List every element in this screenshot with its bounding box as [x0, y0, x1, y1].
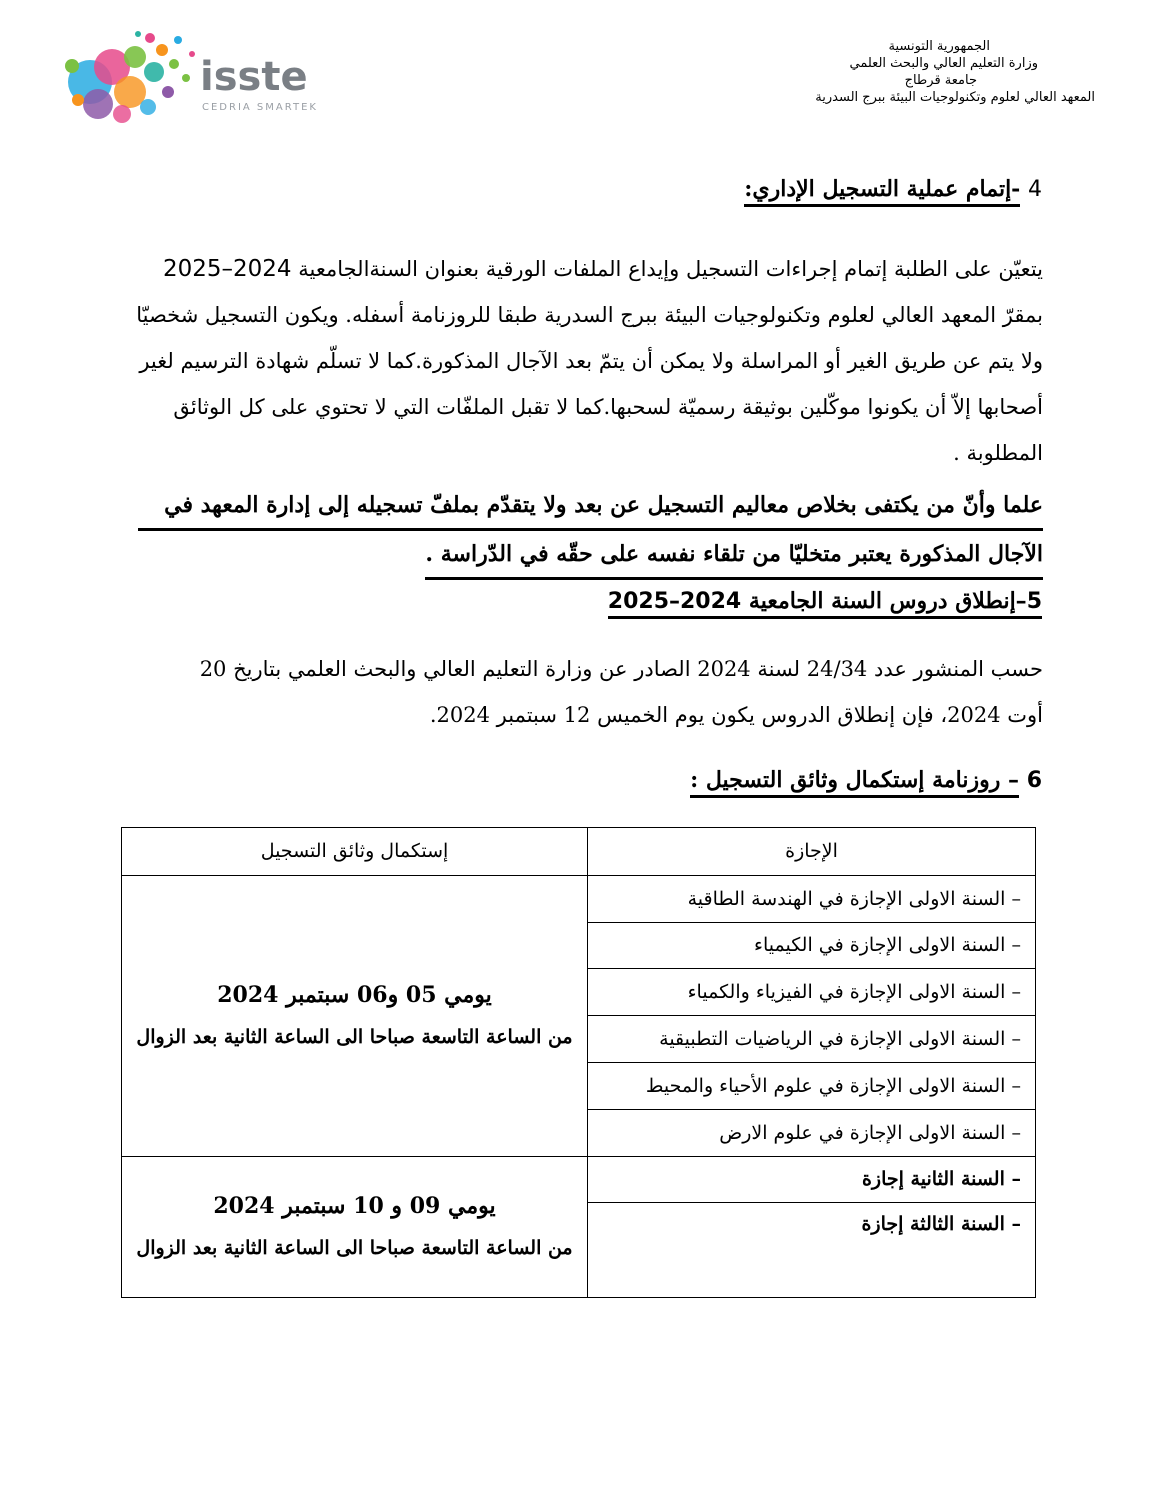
paragraph-text: يتعيّن على الطلبة إتمام إجراءات التسجيل وإيداع الملفات الورقية بعنوان السنةالجامعية	[291, 257, 1043, 281]
circular-line-1: حسب المنشور عدد 24/34 لسنة 2024 الصادر عن وزارة التعليم العالي والبحث العلمي بتاريخ 20	[199, 657, 1043, 681]
section-5-title: –إنطلاق دروس السنة الجامعية	[741, 588, 1027, 614]
table-header-row	[122, 828, 1036, 876]
section-6-heading	[690, 767, 1042, 793]
licence-cell: – السنة الثانية إجازة	[588, 1156, 1036, 1203]
header-ministry: وزارة التعليم العالي والبحث العلمي	[849, 56, 1038, 71]
group-1-date: يومي 05 و06 سبتمبر 2024	[217, 981, 492, 1008]
table-row	[122, 875, 1036, 922]
section-6-title: – روزنامة إستكمال وثائق التسجيل :	[690, 767, 1019, 798]
brain-logo-icon	[50, 22, 350, 132]
licence-cell: – السنة الاولى الإجازة في الفيزياء والكمياء	[588, 969, 1036, 1016]
institute-logo	[50, 22, 350, 132]
header-licence: الإجازة	[588, 828, 1036, 876]
group-2-date: يومي 09 و 10 سبتمبر 2024	[213, 1192, 496, 1219]
licence-cell: – السنة الاولى الإجازة في علوم الأحياء والمحيط	[588, 1062, 1036, 1109]
paragraph-line: المطلوبة .	[953, 441, 1043, 465]
section-5-paragraph	[138, 646, 1043, 738]
section-4-number: 4	[1028, 177, 1042, 202]
header-documents: إستكمال وثائق التسجيل	[122, 828, 588, 876]
circular-line-2: أوت 2024، فإن إنطلاق الدروس يكون يوم الخميس 12 سبتمبر 2024.	[429, 703, 1043, 727]
paragraph-line	[138, 246, 1043, 292]
logo-tagline: CEDRIA SMARTEK	[202, 102, 318, 113]
section-6-number: 6	[1026, 768, 1042, 793]
group-1-hours: من الساعة التاسعة صباحا الى الساعة الثانية بعد الزوال	[136, 1025, 573, 1048]
registration-schedule-table	[121, 827, 1036, 1298]
section-4-title: -إتمام عملية التسجيل الإداري:	[744, 176, 1020, 207]
licence-cell: – السنة الاولى الإجازة في الرياضيات التطبيقية	[588, 1016, 1036, 1063]
section-5-year: 2024–2025	[607, 589, 742, 614]
logo-wordmark: isste	[200, 54, 308, 100]
section-5-heading	[608, 588, 1042, 614]
header-institute: المعهد العالي لعلوم وتكنولوجيات البيئة ببرج السدرية	[815, 90, 1095, 105]
header-republic: الجمهورية التونسية	[888, 39, 990, 54]
notice-line-1: علما وأنّ من يكتفى بخلاص معاليم التسجيل عن بعد ولا يتقدّم بملفّ تسجيله إلى إدارة المعهد في	[138, 482, 1043, 531]
logo-dots	[65, 31, 195, 123]
date-cell-group-1	[122, 875, 588, 1156]
paragraph-line: ولا يتم عن طريق الغير أو المراسلة ولا يمكن أن يتمّ بعد الآجال المذكورة.كما لا تسلّم شهادة الترسيم لغير	[139, 349, 1043, 373]
academic-year: 2024–2025	[162, 256, 292, 282]
date-cell-group-2	[122, 1156, 588, 1298]
institution-header	[700, 38, 1095, 106]
registration-notice	[138, 482, 1043, 580]
paragraph-line: أصحابها إلاّ أن يكونوا موكّلين بوثيقة رسميّة لسحبها.كما لا تقبل الملفّات التي لا تحتوي على كل الوثائق	[173, 395, 1043, 419]
section-4-heading	[744, 176, 1042, 202]
header-university: جامعة قرطاج	[904, 73, 977, 88]
notice-line-2: الآجال المذكورة يعتبر متخليّا من تلقاء نفسه على حقّه في الدّراسة .	[425, 531, 1043, 580]
licence-cell: – السنة الاولى الإجازة في الكيمياء	[588, 922, 1036, 969]
table-row	[122, 1156, 1036, 1203]
licence-cell: – السنة الاولى الإجازة في الهندسة الطاقية	[588, 875, 1036, 922]
section-5-number: 5	[1026, 589, 1042, 614]
licence-cell: – السنة الاولى الإجازة في علوم الارض	[588, 1109, 1036, 1156]
group-2-hours: من الساعة التاسعة صباحا الى الساعة الثانية بعد الزوال	[136, 1236, 573, 1259]
paragraph-line: بمقرّ المعهد العالي لعلوم وتكنولوجيات البيئة ببرج السدرية طبقا للروزنامة أسفله. ويكون التسجيل شخصيّا	[136, 303, 1043, 327]
licence-cell: – السنة الثالثة إجازة	[588, 1203, 1036, 1298]
section-4-paragraph	[138, 246, 1043, 476]
